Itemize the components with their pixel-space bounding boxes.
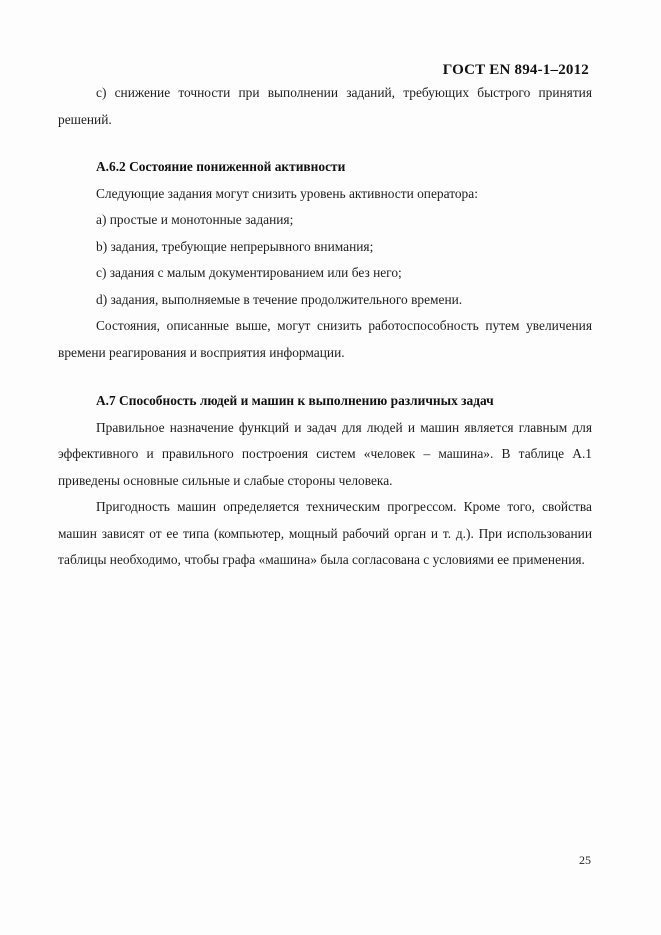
paragraph-following: Следующие задания могут снизить уровень активности оператора:	[96, 185, 478, 201]
list-item-a: a) простые и монотонные задания;	[96, 212, 294, 227]
section-heading-a62: А.6.2 Состояние пониженной активности	[96, 159, 346, 174]
standard-header: ГОСТ EN 894-1–2012	[442, 62, 589, 78]
list-item-c: c) задания с малым документированием или без него;	[96, 265, 402, 280]
list-item-b: b) задания, требующие непрерывного внимания;	[96, 238, 374, 254]
paragraph-states: Состояния, описанные выше, могут снизить работоспособность путем увеличения времени реагирования и восприятия информации.	[58, 318, 592, 360]
list-item-d: d) задания, выполняемые в течение продолжительного времени.	[96, 291, 463, 307]
paragraph-c-intro: c) снижение точности при выполнении заданий, требующих быстрого принятия решений.	[58, 85, 592, 127]
document-body	[58, 80, 592, 574]
section-heading-a7: А.7 Способность людей и машин к выполнению различных задач	[96, 393, 494, 408]
page-number: 25	[579, 853, 591, 867]
paragraph-correct-assignment: Правильное назначение функций и задач для людей и машин является главным для эффективного и правильного построения систем «человек – машина». В таблице А.1 приведены основные сильные и слабые стороны человека.	[58, 419, 592, 488]
paragraph-machine-suitability: Пригодность машин определяется техническим прогрессом. Кроме того, свойства машин зависят от ее типа (компьютер, мощный рабочий орган и т. д.). При использовании таблицы необходимо, чтобы графа «машина» была согласована с условиями ее применения.	[58, 499, 592, 567]
